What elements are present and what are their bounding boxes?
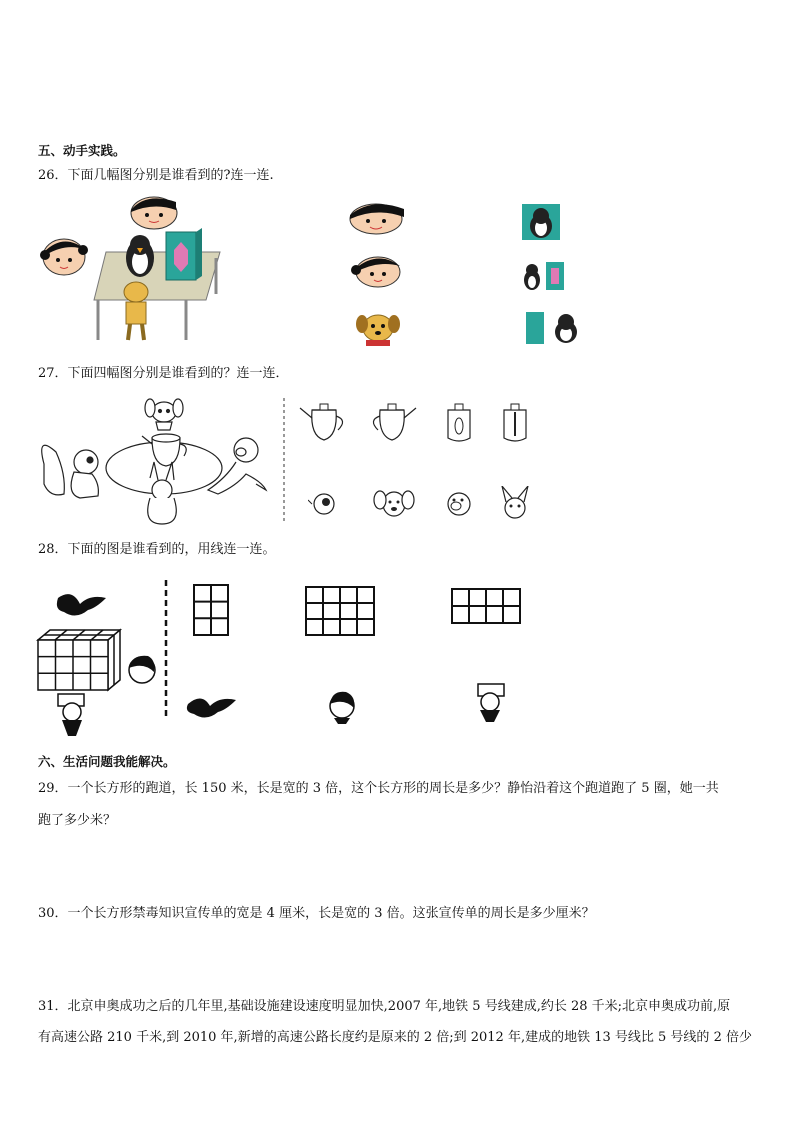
question-28-text: 28．下面的图是谁看到的，用线连一连。 [38, 542, 276, 557]
view-box-and-penguin-icon [524, 310, 582, 346]
dog-sketch-icon [145, 399, 183, 430]
view-4x3-grid-icon [304, 585, 378, 639]
question-26-text: 26．下面几幅图分别是谁看到的?连一连. [38, 168, 274, 183]
question-30-text: 30．一个长方形禁毒知识宣传单的宽是 4 厘米，长是宽的 3 倍。这张宣传单的周长是多少厘米？ [38, 906, 595, 921]
teapot-view-3-icon [444, 400, 474, 444]
monkey-head-icon [444, 490, 474, 518]
bird-silhouette-icon [57, 594, 106, 615]
q28-scene-figure [36, 590, 166, 738]
section-5-title: 五、动手实践。 [38, 143, 126, 158]
teapot-view-4-icon [500, 400, 530, 444]
boy-observer-icon [346, 197, 408, 237]
teal-box-icon [166, 228, 202, 280]
boy-silhouette-icon [129, 656, 155, 683]
rabbit-head-icon [500, 486, 530, 520]
question-27-text: 27．下面四幅图分别是谁看到的？连一连． [38, 366, 289, 381]
q27-dashed-divider [282, 398, 286, 522]
boy-with-hat-observer-icon [470, 680, 510, 724]
section-6-title: 六、生活问题我能解决。 [38, 754, 176, 769]
view-penguin-and-box-icon [520, 260, 568, 292]
cube-stack-icon [38, 630, 120, 690]
puppy-observer-icon [354, 310, 402, 346]
question-29-line-1: 29．一个长方形的跑道，长 150 米，长是宽的 3 倍，这个长方形的周长是多少？静怡沿着这个跑道跑了 5 圈，她一共 [38, 781, 719, 796]
q26-scene-figure [36, 190, 226, 350]
question-31-line-2: 有高速公路 210 千米,到 2010 年,新增的高速公路长度约是原来的 2 倍;到 2012 年,建成的地铁 13 号线比 5 号线的 2 倍少 [38, 1030, 752, 1045]
girl-observer-icon [348, 250, 406, 290]
boy-with-hat-icon [58, 694, 84, 736]
bird-observer-icon [184, 690, 240, 724]
view-penguin-front-icon [522, 204, 560, 240]
q27-scene-figure [36, 394, 276, 528]
teapot-view-2-icon [368, 400, 418, 444]
puppy-icon [124, 282, 148, 340]
q28-dashed-divider [163, 580, 169, 720]
view-4x2-grid-icon [450, 587, 522, 625]
squirrel-head-icon [308, 490, 338, 518]
squirrel-sketch-icon [42, 445, 99, 498]
question-29-line-2: 跑了多少米？ [38, 813, 117, 828]
girl-face-icon [40, 239, 88, 275]
teapot-view-1-icon [298, 400, 348, 444]
question-31-line-1: 31．北京申奥成功之后的几年里,基础设施建设速度明显加快,2007 年,地铁 5 号线建成,约长 28 千米;北京申奥成功前,原 [38, 999, 731, 1014]
penguin-icon [126, 235, 154, 277]
boy-observer-2-icon [324, 686, 360, 724]
boy-face-icon [131, 197, 177, 229]
view-2x3-grid-icon [192, 583, 232, 637]
dog-head-icon [372, 488, 416, 520]
